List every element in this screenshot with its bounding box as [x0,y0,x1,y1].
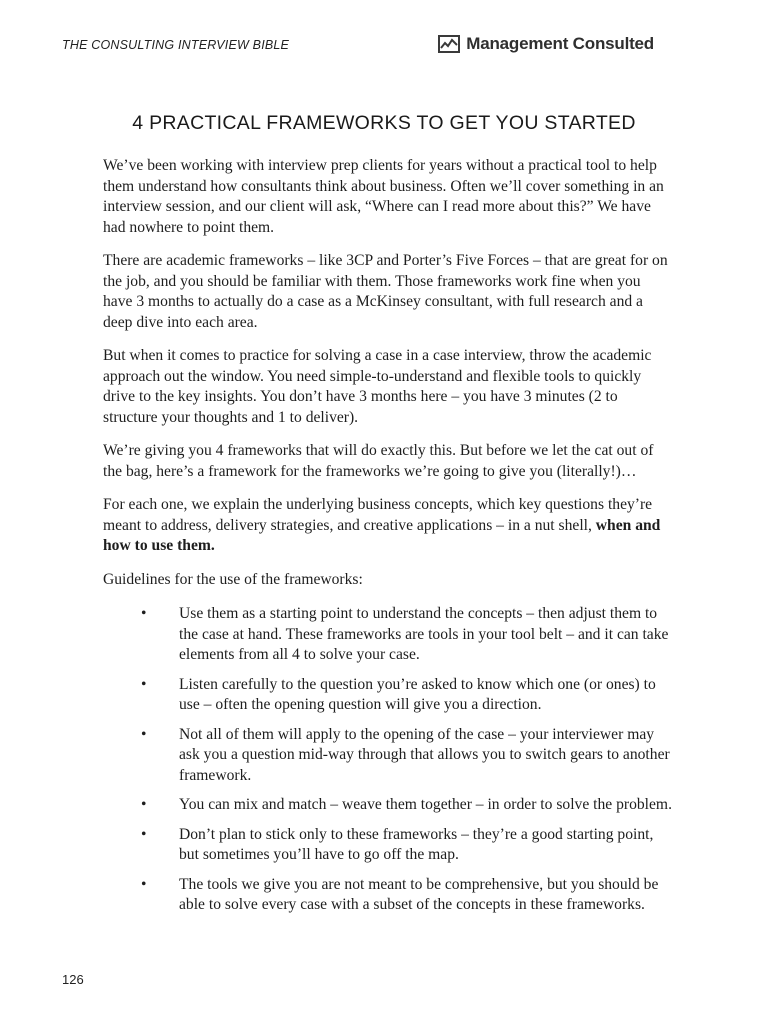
page-title: 4 PRACTICAL FRAMEWORKS TO GET YOU STARTED [132,112,636,134]
paragraph-academic-frameworks: There are academic frameworks – like 3CP and Porter’s Five Forces – that are great for on the job, and you should be familiar with them. Those frameworks work fine when you have 3 months to actually do a case as a McKinsey consultant, with full research and a deep dive into each area. [103,252,668,331]
paragraph-four-frameworks: We’re giving you 4 frameworks that will do exactly this. But before we let the cat out of the bag, here’s a framework for the frameworks we’re going to give you (literally!)… [103,442,654,480]
bullet: • [141,675,147,693]
paragraph-case-practice: But when it comes to practice for solving a case in a case interview, throw the academic approach out the window. You need simple-to-understand and flexible tools to quickly drive to the key insights. You don’t have 3 months here – you have 3 minutes (2 to structure your thoughts and 1 to deliver). [103,347,652,426]
guideline-item [103,825,673,866]
running-header: THE CONSULTING INTERVIEW BIBLE [62,38,290,52]
bullet: • [141,605,147,622]
guidelines-list [103,604,673,916]
publisher-logo [438,34,654,54]
bullet: • [141,825,147,843]
guideline-item [103,795,673,816]
bullet: • [141,875,147,893]
paragraph-intro: We’ve been working with interview prep clients for years without a practical tool to help them understand how consultants think about business. Often we’ll cover something in an interview session, and our client will ask, “Where can I read more about this?” We have had nowhere to point them. [103,157,664,236]
paragraph-explanation-text: For each one, we explain the underlying business concepts, which key questions they’re meant to address, delivery strategies, and creative applications – in a nut shell, [103,496,653,534]
guideline-text: You can mix and match – weave them together – in order to solve the problem. [179,796,672,813]
guideline-text: Not all of them will apply to the opening of the case – your interviewer may ask you a question mid-way through that allows you to switch gears to another framework. [179,725,670,784]
guidelines-intro: Guidelines for the use of the frameworks: [103,570,363,588]
paragraph-explanation [103,495,673,557]
chart-line-icon [438,35,460,53]
guideline-text: Don’t plan to stick only to these frameworks – they’re a good starting point, but sometimes you’ll have to go off the map. [179,825,654,863]
body-content [103,156,673,925]
guideline-text: Use them as a starting point to understand the concepts – then adjust them to the case at hand. These frameworks are tools in your tool belt – and it can take elements from all 4 to solve your case. [179,605,669,663]
bullet: • [141,796,147,813]
guideline-item [103,725,673,787]
paragraph-explanation-emphasis: when and how to use them. [103,516,661,554]
logo-text: Management Consulted [466,34,654,53]
guideline-text: The tools we give you are not meant to be comprehensive, but you should be able to solve every case with a subset of the concepts in these frameworks. [179,875,659,913]
guideline-item [103,675,673,716]
bullet: • [141,725,147,743]
guideline-item [103,604,673,666]
page-number: 126 [62,972,84,987]
guideline-item [103,875,673,916]
guideline-text: Listen carefully to the question you’re asked to know which one (or ones) to use – often the opening question will give you a direction. [179,675,656,713]
